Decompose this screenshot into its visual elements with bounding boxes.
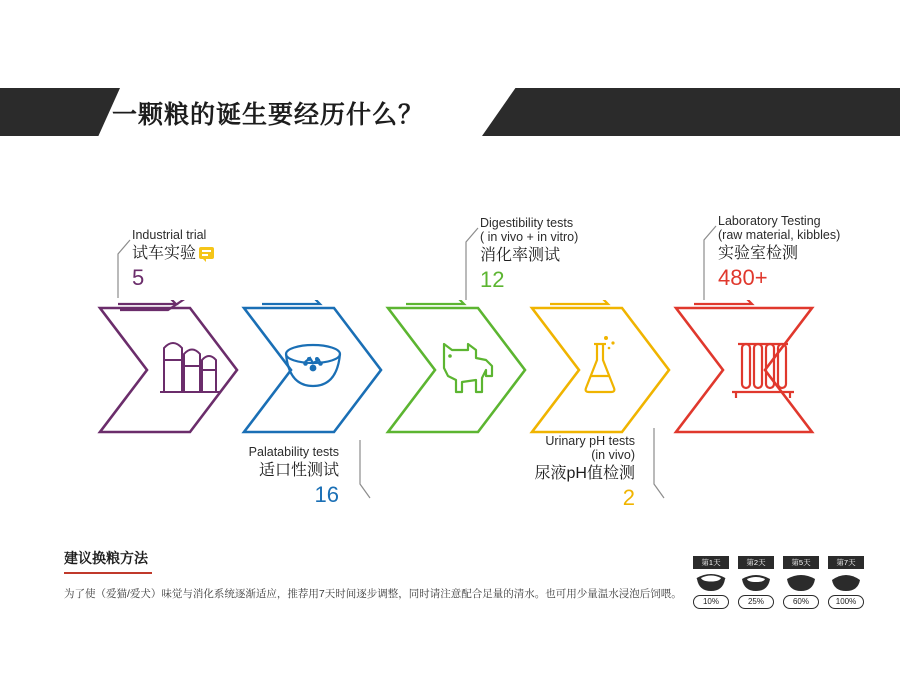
callout-number: 2 [622,485,635,510]
feeding-day-label: 第5天 [783,556,819,569]
feeding-day-label: 第7天 [828,556,864,569]
callout-industrial-trial [132,228,214,291]
chevron-urinary-ph-tests [532,300,669,432]
callout-zh-label: 适口性测试 [258,462,339,479]
footer-title: 建议换粮方法 [64,550,148,566]
bowl-icon [693,571,729,593]
feeding-column [828,556,864,609]
callout-urinary-ph-tests [505,434,635,511]
callout-zh-label: 尿液pH值检测 [534,465,635,482]
leader-line-industrial-trial [104,238,134,300]
footer-note: 为了使（爱猫/爱犬）味觉与消化系统逐渐适应，推荐用7天时间逐步调整，同时请注意配合足量的清水。也可用少量温水浸泡后饲喂。 [64,588,682,600]
footer-underline [64,572,152,574]
banner-right-shape [482,88,900,136]
callout-en-label-line1: Digestibility tests [480,216,574,230]
bowl-icon [828,571,864,593]
callout-palatability-tests [214,445,339,508]
feeding-column [783,556,819,609]
chevron-digestibility-tests [388,300,525,432]
leader-line-laboratory-testing [690,224,720,302]
callout-en-label-line1: Laboratory Testing [718,214,821,228]
callout-number: 12 [480,267,505,292]
callout-zh-label: 消化率测试 [480,247,561,264]
callout-en-label: Palatability tests [248,445,339,459]
callout-en-label-line2: ( in vivo + in vitro) [480,230,579,244]
chat-badge-icon [199,247,214,259]
chevron-laboratory-testing [676,300,812,432]
chevron-industrial-trial [100,300,237,432]
chevron-palatability-tests [244,300,381,432]
feeding-transition-chart [693,556,864,609]
leader-line-urinary-ph-tests [634,428,668,506]
callout-zh-text: 试车实验 [132,245,197,262]
leader-line-palatability-tests [336,440,372,506]
callout-number: 480+ [718,265,768,290]
callout-number: 16 [314,482,339,507]
callout-en-label: Industrial trial [132,228,207,242]
bowl-icon [783,571,819,593]
callout-number: 5 [132,265,145,290]
leader-line-digestibility-tests [452,226,482,302]
feeding-percent: 60% [783,595,819,609]
callout-laboratory-testing [718,214,840,291]
callout-en-label-line2: (raw material, kibbles) [718,228,841,242]
feeding-day-label: 第2天 [738,556,774,569]
feeding-column [738,556,774,609]
feeding-day-label: 第1天 [693,556,729,569]
feeding-percent: 100% [828,595,864,609]
process-flow-diagram [0,300,900,440]
feeding-percent: 25% [738,595,774,609]
bowl-icon [738,571,774,593]
callout-zh-label: 实验室检测 [718,245,799,262]
page-title: 一颗粮的诞生要经历什么？ [112,101,425,129]
feeding-percent: 10% [693,595,729,609]
banner-left-shape [0,88,120,136]
callout-zh-label [132,243,214,265]
callout-digestibility-tests [480,216,578,293]
feeding-column [693,556,729,609]
callout-en-label-line1: Urinary pH tests [545,434,635,448]
callout-en-label-line2: (in vivo) [591,448,635,462]
